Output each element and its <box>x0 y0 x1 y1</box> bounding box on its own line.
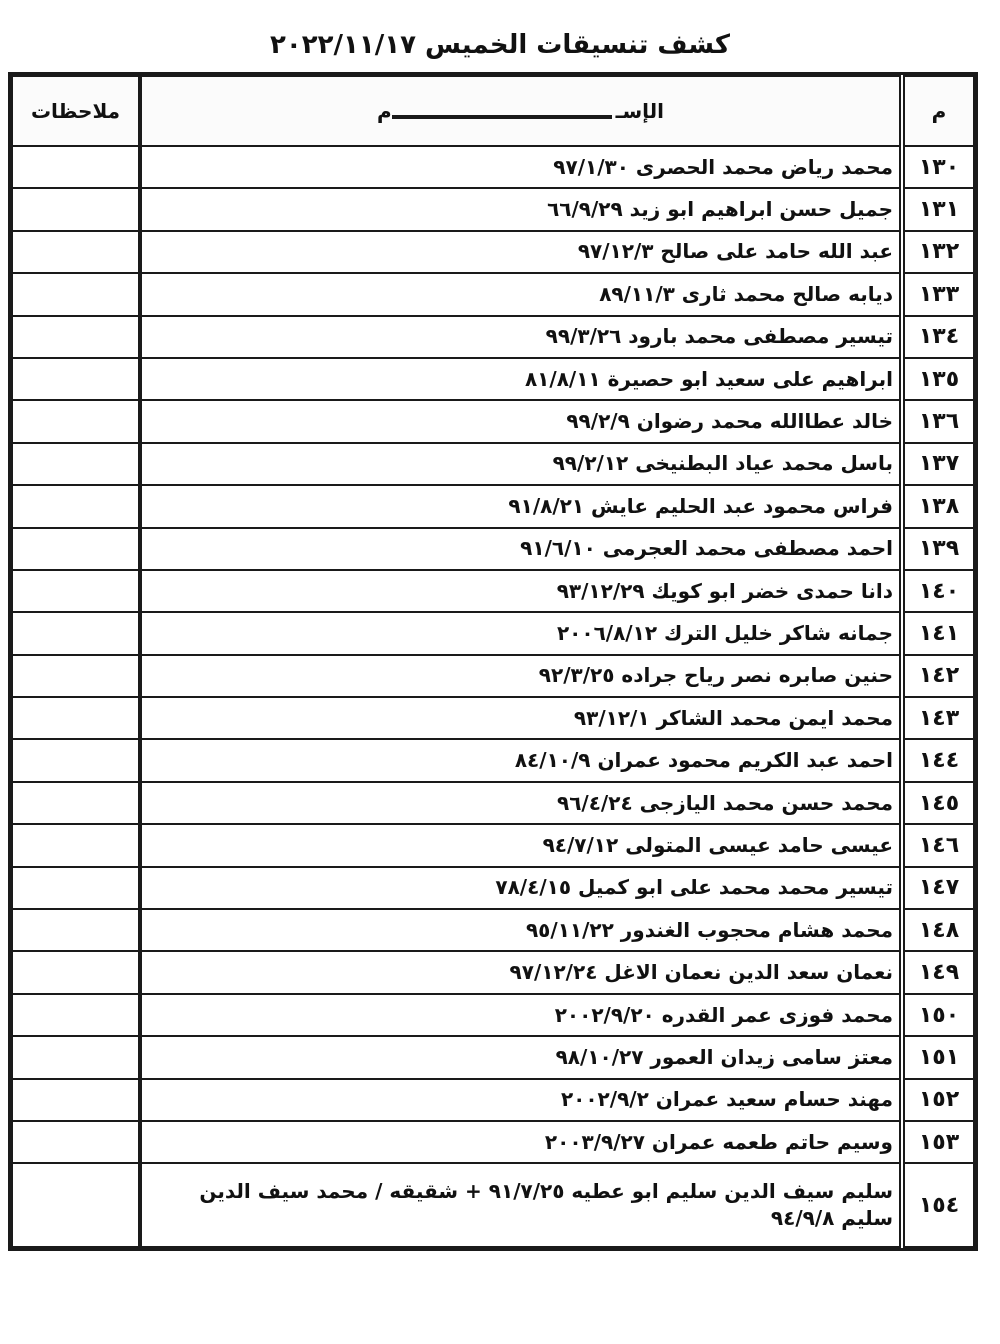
table-row <box>12 1079 974 1121</box>
row-number: ١٤٩ <box>902 951 974 993</box>
row-number: ١٣٢ <box>902 231 974 273</box>
row-number: ١٣٩ <box>902 528 974 570</box>
row-name: محمد حسن محمد اليازجى ٩٦/٤/٢٤ <box>140 782 902 824</box>
row-notes <box>12 570 140 612</box>
row-notes <box>12 358 140 400</box>
table-row <box>12 612 974 654</box>
table-header-row <box>12 76 974 146</box>
table-row <box>12 528 974 570</box>
row-notes <box>12 273 140 315</box>
row-notes <box>12 1036 140 1078</box>
table-row <box>12 485 974 527</box>
row-notes <box>12 316 140 358</box>
row-number: ١٣٨ <box>902 485 974 527</box>
table-row <box>12 697 974 739</box>
row-notes <box>12 1079 140 1121</box>
row-name: احمد مصطفى محمد العجرمى ٩١/٦/١٠ <box>140 528 902 570</box>
row-number: ١٣٤ <box>902 316 974 358</box>
table-row <box>12 316 974 358</box>
row-name: وسيم حاتم طعمه عمران ٢٠٠٣/٩/٢٧ <box>140 1121 902 1163</box>
row-number: ١٥٠ <box>902 994 974 1036</box>
records-table <box>8 72 978 1251</box>
row-number: ١٤٣ <box>902 697 974 739</box>
row-name: محمد هشام محجوب الغندور ٩٥/١١/٢٢ <box>140 909 902 951</box>
header-name-start: الإسـ <box>615 99 665 123</box>
row-name: حنين صابره نصر رياح جراده ٩٢/٣/٢٥ <box>140 655 902 697</box>
table-row <box>12 824 974 866</box>
row-notes <box>12 528 140 570</box>
table <box>11 75 975 1248</box>
row-number: ١٤٨ <box>902 909 974 951</box>
table-row <box>12 951 974 993</box>
row-number: ١٣٧ <box>902 443 974 485</box>
header-name <box>140 76 902 146</box>
table-row <box>12 273 974 315</box>
row-number: ١٤١ <box>902 612 974 654</box>
row-name: محمد ايمن محمد الشاكر ٩٣/١٢/١ <box>140 697 902 739</box>
row-name: عيسى حامد عيسى المتولى ٩٤/٧/١٢ <box>140 824 902 866</box>
table-row <box>12 570 974 612</box>
row-number: ١٤٧ <box>902 867 974 909</box>
row-number: ١٤٦ <box>902 824 974 866</box>
row-notes <box>12 188 140 230</box>
row-name: جمانه شاكر خليل الترك ٢٠٠٦/٨/١٢ <box>140 612 902 654</box>
table-row <box>12 231 974 273</box>
row-number: ١٤٤ <box>902 739 974 781</box>
table-row <box>12 867 974 909</box>
row-notes <box>12 782 140 824</box>
row-name: تيسير مصطفى محمد بارود ٩٩/٣/٢٦ <box>140 316 902 358</box>
row-name: احمد عبد الكريم محمود عمران ٨٤/١٠/٩ <box>140 739 902 781</box>
row-name: محمد فوزى عمر القدره ٢٠٠٢/٩/٢٠ <box>140 994 902 1036</box>
row-notes <box>12 400 140 442</box>
page-title: كشف تنسيقات الخميس ٢٠٢٢/١١/١٧ <box>270 30 730 60</box>
table-row <box>12 782 974 824</box>
row-number: ١٣٥ <box>902 358 974 400</box>
row-number: ١٣٠ <box>902 146 974 188</box>
row-notes <box>12 655 140 697</box>
row-name: ابراهيم على سعيد ابو حصيرة ٨١/٨/١١ <box>140 358 902 400</box>
row-number: ١٣٦ <box>902 400 974 442</box>
row-notes <box>12 146 140 188</box>
row-notes <box>12 951 140 993</box>
row-name: معتز سامى زيدان العمور ٩٨/١٠/٢٧ <box>140 1036 902 1078</box>
row-notes <box>12 231 140 273</box>
table-row <box>12 146 974 188</box>
row-number: ١٤٠ <box>902 570 974 612</box>
row-name: عبد الله حامد على صالح ٩٧/١٢/٣ <box>140 231 902 273</box>
row-notes <box>12 824 140 866</box>
header-number: م <box>902 76 974 146</box>
row-name: مهند حسام سعيد عمران ٢٠٠٢/٩/٢ <box>140 1079 902 1121</box>
table-row <box>12 739 974 781</box>
table-row <box>12 655 974 697</box>
row-number: ١٥٣ <box>902 1121 974 1163</box>
row-notes <box>12 867 140 909</box>
row-name: دانا حمدى خضر ابو كويك ٩٣/١٢/٢٩ <box>140 570 902 612</box>
table-row <box>12 443 974 485</box>
row-number: ١٣٣ <box>902 273 974 315</box>
row-notes <box>12 485 140 527</box>
row-name: ديابه صالح محمد ثارى ٨٩/١١/٣ <box>140 273 902 315</box>
row-number: ١٤٢ <box>902 655 974 697</box>
row-name: تيسير محمد محمد على ابو كميل ٧٨/٤/١٥ <box>140 867 902 909</box>
table-row <box>12 1163 974 1247</box>
table-row <box>12 994 974 1036</box>
row-number: ١٣١ <box>902 188 974 230</box>
table-row <box>12 358 974 400</box>
row-notes <box>12 697 140 739</box>
row-name: فراس محمود عبد الحليم عايش ٩١/٨/٢١ <box>140 485 902 527</box>
row-number: ١٥٢ <box>902 1079 974 1121</box>
table-row <box>12 1036 974 1078</box>
row-name: سليم سيف الدين سليم ابو عطيه ٩١/٧/٢٥ + شقيقه / محمد سيف الدين سليم ٩٤/٩/٨ <box>140 1163 902 1247</box>
row-number: ١٥٤ <box>902 1163 974 1247</box>
row-notes <box>12 909 140 951</box>
row-name: باسل محمد عياد البطنيخى ٩٩/٢/١٢ <box>140 443 902 485</box>
row-name: جميل حسن ابراهيم ابو زيد ٦٦/٩/٢٩ <box>140 188 902 230</box>
row-name: محمد رياض محمد الحصرى ٩٧/١/٣٠ <box>140 146 902 188</box>
table-row <box>12 909 974 951</box>
table-row <box>12 188 974 230</box>
row-notes <box>12 1121 140 1163</box>
row-name: نعمان سعد الدين نعمان الاغل ٩٧/١٢/٢٤ <box>140 951 902 993</box>
row-notes <box>12 1163 140 1247</box>
row-name: خالد عطاالله محمد رضوان ٩٩/٢/٩ <box>140 400 902 442</box>
row-number: ١٤٥ <box>902 782 974 824</box>
row-notes <box>12 443 140 485</box>
header-name-end: م <box>376 99 392 123</box>
row-notes <box>12 612 140 654</box>
row-notes <box>12 739 140 781</box>
header-kashida-line <box>392 115 612 119</box>
table-row <box>12 400 974 442</box>
header-notes: ملاحظات <box>12 76 140 146</box>
table-row <box>12 1121 974 1163</box>
row-number: ١٥١ <box>902 1036 974 1078</box>
row-notes <box>12 994 140 1036</box>
